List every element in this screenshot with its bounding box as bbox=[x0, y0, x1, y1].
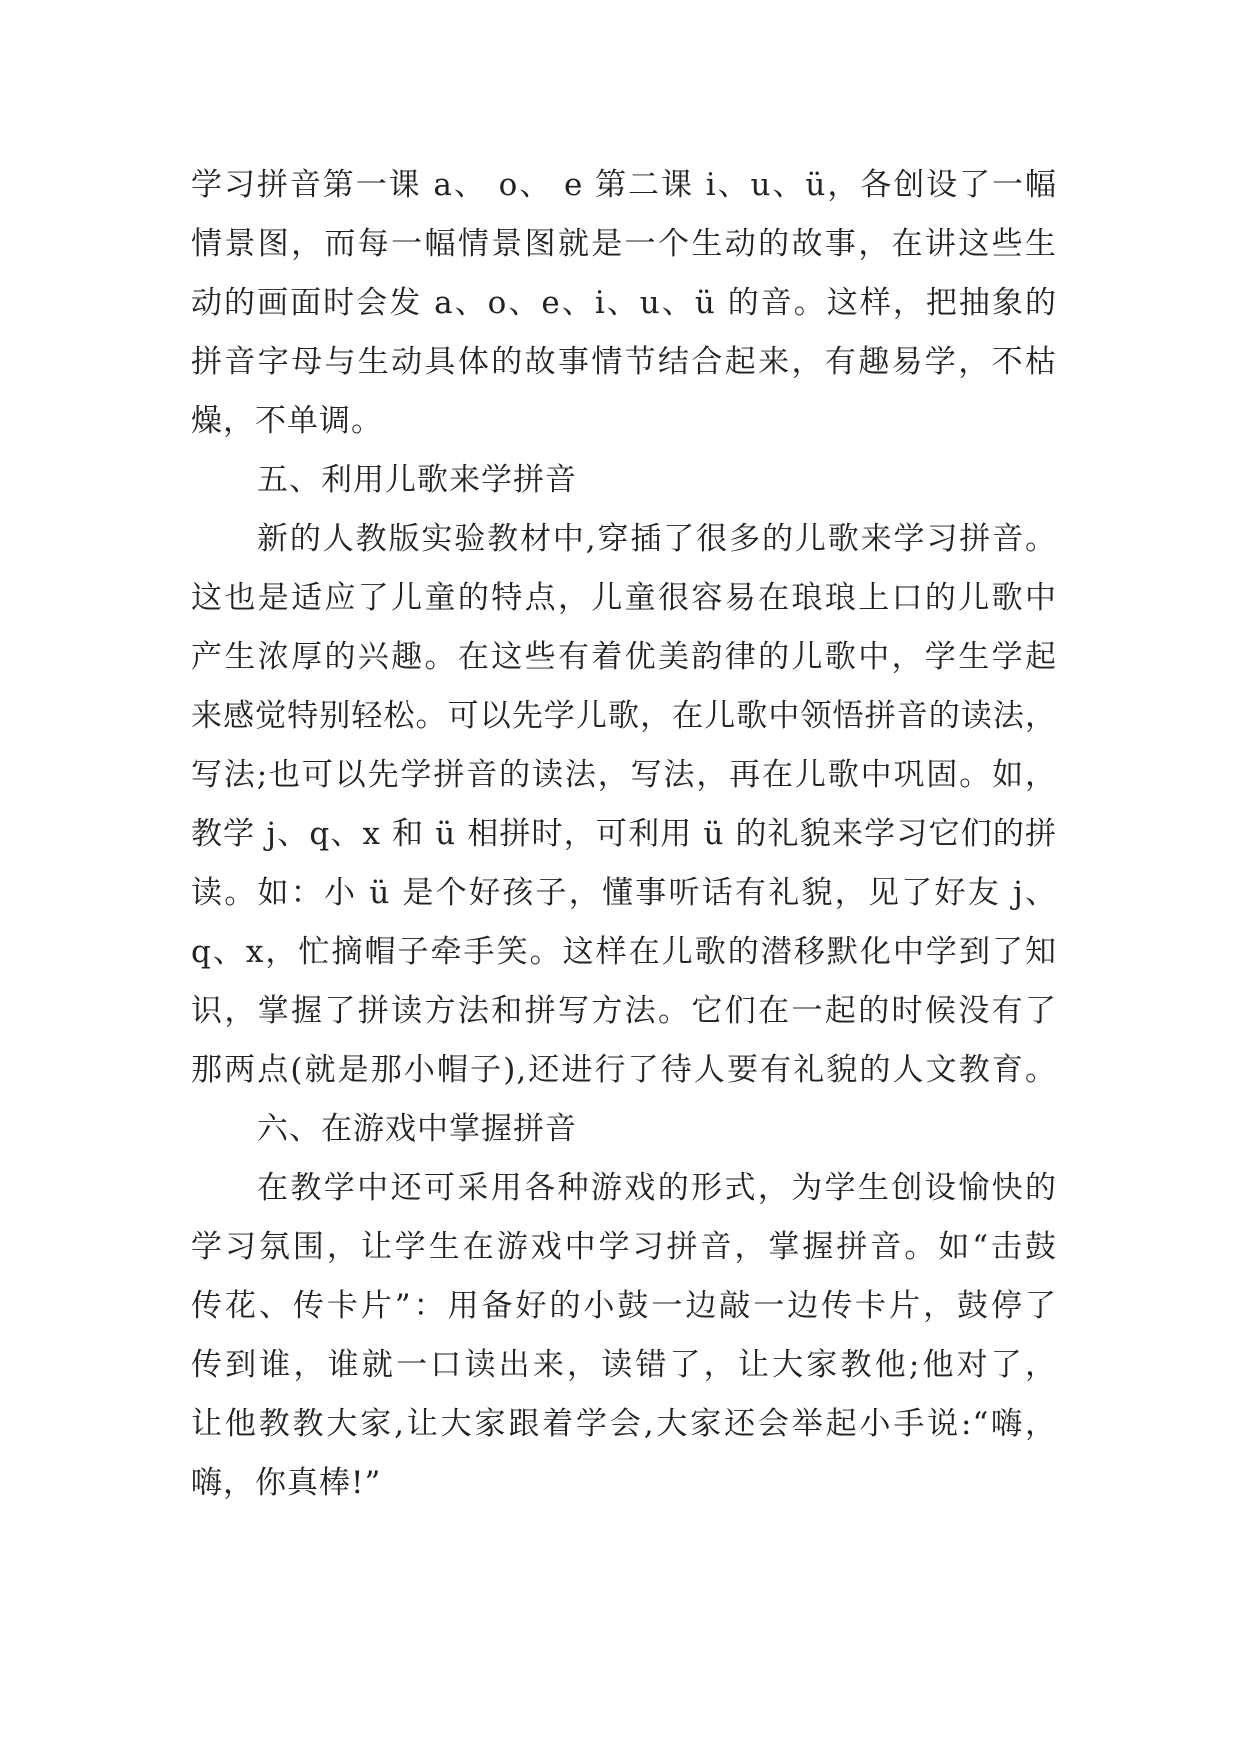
paragraph-line: 在教学中还可采用各种游戏的形式，为学生创设愉快的 bbox=[257, 1170, 1057, 1206]
paragraph-line: 拼音字母与生动具体的故事情节结合起来，有趣易学，不枯 bbox=[191, 344, 1057, 380]
section-heading-five: 五、利用儿歌来学拼音 bbox=[257, 462, 577, 498]
paragraph-line: 产生浓厚的兴趣。在这些有着优美韵律的儿歌中，学生学起 bbox=[191, 639, 1057, 675]
document-body bbox=[191, 156, 1057, 1513]
paragraph-line: 这也是适应了儿童的特点，儿童很容易在琅琅上口的儿歌中 bbox=[191, 580, 1057, 616]
paragraph-line: 识，掌握了拼读方法和拼写方法。它们在一起的时候没有了 bbox=[191, 993, 1057, 1029]
paragraph-line: 来感觉特别轻松。可以先学儿歌，在儿歌中领悟拼音的读法， bbox=[191, 698, 1057, 734]
paragraph-line: 学习拼音第一课 a、 o、 e 第二课 i、u、ü，各创设了一幅 bbox=[191, 167, 1057, 203]
paragraph-line: 让他教教大家,让大家跟着学会,大家还会举起小手说:“嗨， bbox=[191, 1406, 1057, 1442]
paragraph-line: 那两点(就是那小帽子),还进行了待人要有礼貌的人文教育。 bbox=[191, 1052, 1057, 1088]
paragraph-line: q、x，忙摘帽子牵手笑。这样在儿歌的潜移默化中学到了知 bbox=[191, 934, 1057, 970]
paragraph-line: 新的人教版实验教材中,穿插了很多的儿歌来学习拼音。 bbox=[257, 521, 1057, 557]
section-heading-six: 六、在游戏中掌握拼音 bbox=[257, 1111, 577, 1147]
paragraph-line: 读。如：小 ü 是个好孩子，懂事听话有礼貌，见了好友 j、 bbox=[191, 875, 1057, 911]
paragraph-line: 学习氛围，让学生在游戏中学习拼音，掌握拼音。如“击鼓 bbox=[191, 1229, 1057, 1265]
paragraph-line: 嗨，你真棒!” bbox=[191, 1465, 382, 1501]
paragraph-line: 情景图，而每一幅情景图就是一个生动的故事，在讲这些生 bbox=[191, 226, 1057, 262]
paragraph-line: 燥，不单调。 bbox=[191, 403, 383, 439]
paragraph-line: 传到谁，谁就一口读出来，读错了，让大家教他;他对了， bbox=[191, 1347, 1057, 1383]
paragraph-line: 动的画面时会发 a、o、e、i、u、ü 的音。这样，把抽象的 bbox=[191, 285, 1057, 321]
paragraph-line: 写法;也可以先学拼音的读法，写法，再在儿歌中巩固。如， bbox=[191, 757, 1057, 793]
paragraph-line: 传花、传卡片”：用备好的小鼓一边敲一边传卡片，鼓停了 bbox=[191, 1288, 1057, 1324]
paragraph-line: 教学 j、q、x 和 ü 相拼时，可利用 ü 的礼貌来学习它们的拼 bbox=[191, 816, 1057, 852]
